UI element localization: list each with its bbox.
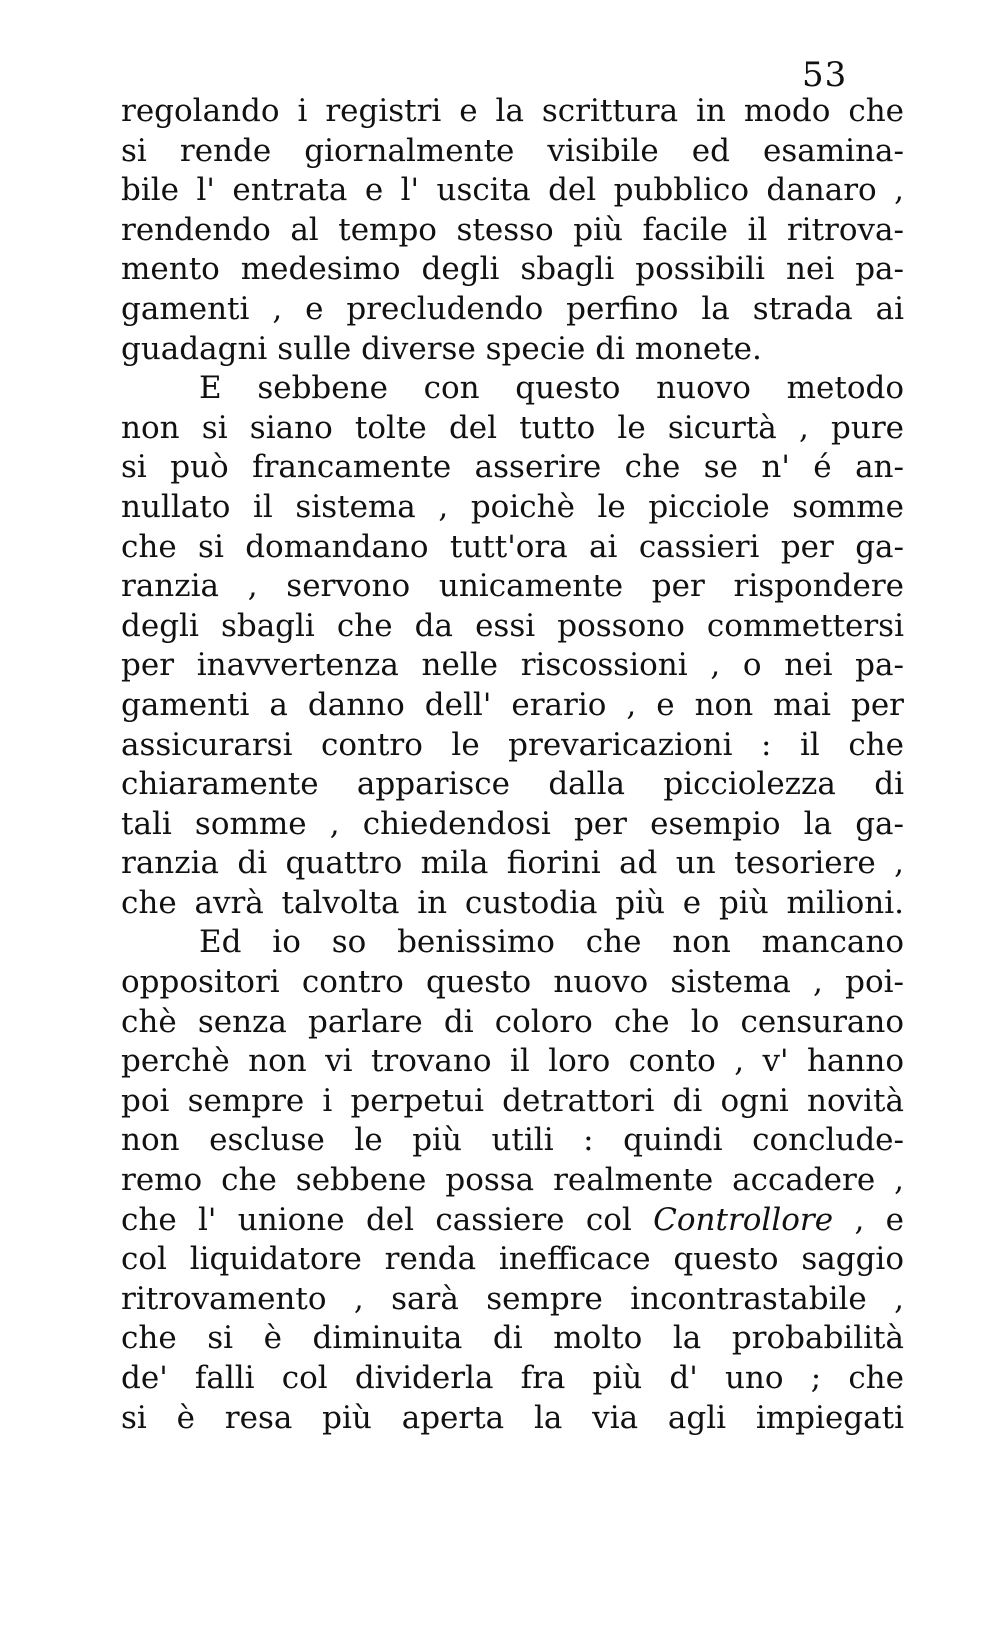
text-line: E sebbene con questo nuovo metodo	[199, 370, 904, 407]
italic-term: Controllore	[653, 1201, 834, 1238]
text-line: ranzia , servono unicamente per rispondere	[121, 568, 904, 605]
paragraph-1	[121, 92, 904, 369]
text-line: chiaramente apparisce dalla picciolezza di	[121, 766, 904, 803]
text-segment: , e	[854, 1201, 904, 1238]
text-line: si rende giornalmente visibile ed esamina-	[121, 132, 904, 169]
text-line: non escluse le più utili : quindi conclude-	[121, 1122, 904, 1159]
text-line: Ed io so benissimo che non mancano	[199, 924, 904, 961]
text-line: tali somme , chiedendosi per esempio la ga-	[121, 805, 904, 842]
text-line: che si è diminuita di molto la probabilità	[121, 1320, 904, 1357]
text-line: che avrà talvolta in custodia più e più milioni.	[121, 884, 904, 921]
text-line: perchè non vi trovano il loro conto , v' hanno	[121, 1043, 904, 1080]
text-line: per inavvertenza nelle riscossioni , o nei pa-	[121, 647, 904, 684]
text-line: nullato il sistema , poichè le picciole somme	[121, 488, 904, 525]
text-line: rendendo al tempo stesso più facile il ritrova-	[121, 211, 904, 248]
text-line: bile l' entrata e l' uscita del pubblico danaro ,	[121, 172, 904, 209]
text-line: regolando i registri e la scrittura in modo che	[121, 93, 904, 129]
text-line: degli sbagli che da essi possono commettersi	[121, 607, 904, 644]
paragraph-3	[121, 923, 904, 1438]
text-line: si è resa più aperta la via agli impiegati	[121, 1399, 904, 1436]
text-segment: che l' unione del cassiere col	[121, 1201, 632, 1238]
paragraph-2	[121, 369, 904, 923]
text-line: ranzia di quattro mila fiorini ad un tesoriere ,	[121, 845, 904, 882]
text-line: mento medesimo degli sbagli possibili nei pa-	[121, 251, 904, 288]
text-line: gamenti a danno dell' erario , e non mai per	[121, 686, 904, 723]
text-line: assicurarsi contro le prevaricazioni : il che	[121, 726, 904, 763]
text-line: che si domandano tutt'ora ai cassieri per ga-	[121, 528, 904, 565]
text-line: poi sempre i perpetui detrattori di ogni novità	[121, 1082, 904, 1119]
text-line: col liquidatore renda inefficace questo saggio	[121, 1241, 904, 1278]
text-line: non si siano tolte del tutto le sicurtà , pure	[121, 409, 904, 446]
text-line: chè senza parlare di coloro che lo censurano	[121, 1003, 904, 1040]
page-number: 53	[802, 55, 848, 95]
text-line: guadagni sulle diverse specie di monete.	[121, 330, 762, 367]
text-line: de' falli col dividerla fra più d' uno ; che	[121, 1360, 904, 1396]
text-line: remo che sebbene possa realmente accadere ,	[121, 1162, 904, 1199]
text-line: gamenti , e precludendo perfino la strada ai	[121, 290, 904, 327]
text-line: ritrovamento , sarà sempre incontrastabile ,	[121, 1280, 904, 1317]
text-line-with-italic	[121, 1201, 904, 1241]
text-line: si può francamente asserire che se n' é an-	[121, 449, 904, 486]
page-text	[121, 92, 904, 1438]
text-line: oppositori contro questo nuovo sistema , poi-	[121, 964, 904, 1001]
